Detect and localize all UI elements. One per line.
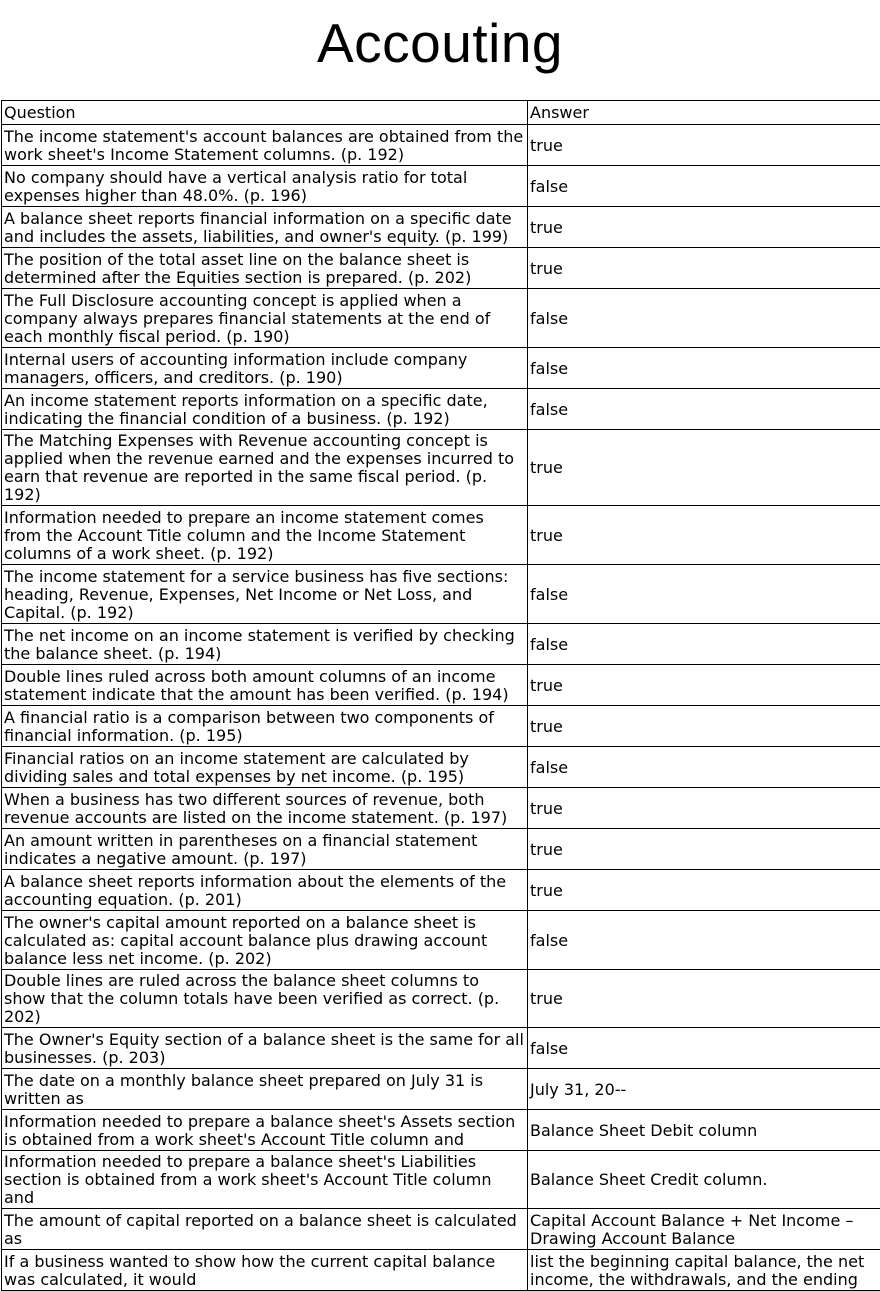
question-cell: The amount of capital reported on a balance sheet is calculated as [2,1209,528,1250]
answer-cell: false [528,747,880,788]
question-cell: The date on a monthly balance sheet prepared on July 31 is written as [2,1069,528,1110]
table-row [2,1209,880,1250]
answer-cell: false [528,166,880,207]
table-body [2,125,880,1291]
question-cell: The net income on an income statement is verified by checking the balance sheet. (p. 194) [2,624,528,665]
question-cell: A financial ratio is a comparison between two components of financial information. (p. 195) [2,706,528,747]
answer-cell: true [528,970,880,1028]
table-row [2,166,880,207]
question-cell: The owner's capital amount reported on a balance sheet is calculated as: capital account balance plus drawing account balance less net income. (p. 202) [2,911,528,970]
question-cell: Information needed to prepare a balance sheet's Liabilities section is obtained from a work sheet's Account Title column and [2,1151,528,1209]
table-row [2,747,880,788]
table-row [2,665,880,706]
question-cell: The income statement's account balances are obtained from the work sheet's Income Statement columns. (p. 192) [2,125,528,166]
answer-cell: true [528,706,880,747]
table-row [2,348,880,389]
answer-cell: true [528,829,880,870]
table-row [2,706,880,747]
answer-cell: false [528,624,880,665]
table-row [2,1069,880,1110]
question-cell: An income statement reports information on a specific date, indicating the financial condition of a business. (p. 192) [2,389,528,430]
answer-cell: Capital Account Balance + Net Income – Drawing Account Balance [528,1209,880,1250]
table-header-row [2,101,880,125]
table-row [2,565,880,624]
answer-cell: true [528,125,880,166]
answer-cell: true [528,207,880,248]
question-cell: No company should have a vertical analysis ratio for total expenses higher than 48.0%. (p. 196) [2,166,528,207]
answer-cell: false [528,348,880,389]
table-row [2,207,880,248]
qa-table [1,100,880,1291]
answer-cell: true [528,870,880,911]
question-cell: The income statement for a service business has five sections: heading, Revenue, Expenses, Net Income or Net Loss, and Capital. (p. 192) [2,565,528,624]
question-cell: The Full Disclosure accounting concept is applied when a company always prepares financial statements at the end of each monthly fiscal period. (p. 190) [2,289,528,348]
table-row [2,506,880,565]
answer-cell: true [528,788,880,829]
answer-cell: July 31, 20-- [528,1069,880,1110]
answer-cell: Balance Sheet Credit column. [528,1151,880,1209]
table-row [2,624,880,665]
answer-cell: true [528,506,880,565]
answer-cell: false [528,289,880,348]
question-cell: Information needed to prepare a balance sheet's Assets section is obtained from a work sheet's Account Title column and [2,1110,528,1151]
table-row [2,248,880,289]
question-cell: Information needed to prepare an income statement comes from the Account Title column and the Income Statement columns of a work sheet. (p. 192) [2,506,528,565]
table-row [2,430,880,506]
answer-cell: false [528,565,880,624]
question-cell: If a business wanted to show how the current capital balance was calculated, it would [2,1250,528,1291]
table-row [2,389,880,430]
question-cell: The Matching Expenses with Revenue accounting concept is applied when the revenue earned and the expenses incurred to earn that revenue are reported in the same fiscal period. (p. 192) [2,430,528,506]
table-row [2,911,880,970]
table-row [2,870,880,911]
answer-cell: list the beginning capital balance, the net income, the withdrawals, and the ending [528,1250,880,1291]
table-row [2,829,880,870]
header-question: Question [2,101,528,125]
question-cell: An amount written in parentheses on a financial statement indicates a negative amount. (p. 197) [2,829,528,870]
question-cell: A balance sheet reports financial information on a specific date and includes the assets, liabilities, and owner's equity. (p. 199) [2,207,528,248]
question-cell: The Owner's Equity section of a balance sheet is the same for all businesses. (p. 203) [2,1028,528,1069]
question-cell: Double lines are ruled across the balance sheet columns to show that the column totals have been verified as correct. (p. 202) [2,970,528,1028]
answer-cell: true [528,430,880,506]
table-row [2,1028,880,1069]
question-cell: Financial ratios on an income statement are calculated by dividing sales and total expenses by net income. (p. 195) [2,747,528,788]
answer-cell: false [528,911,880,970]
table-row [2,1110,880,1151]
table-row [2,1250,880,1291]
answer-cell: true [528,248,880,289]
question-cell: A balance sheet reports information about the elements of the accounting equation. (p. 201) [2,870,528,911]
answer-cell: false [528,389,880,430]
table-row [2,970,880,1028]
table-row [2,289,880,348]
table-row [2,788,880,829]
table-row [2,125,880,166]
question-cell: Internal users of accounting information include company managers, officers, and creditors. (p. 190) [2,348,528,389]
page-title: Accouting [0,0,880,99]
question-cell: Double lines ruled across both amount columns of an income statement indicate that the amount has been verified. (p. 194) [2,665,528,706]
question-cell: When a business has two different sources of revenue, both revenue accounts are listed on the income statement. (p. 197) [2,788,528,829]
table-row [2,1151,880,1209]
answer-cell: true [528,665,880,706]
answer-cell: false [528,1028,880,1069]
answer-cell: Balance Sheet Debit column [528,1110,880,1151]
question-cell: The position of the total asset line on the balance sheet is determined after the Equities section is prepared. (p. 202) [2,248,528,289]
header-answer: Answer [528,101,880,125]
